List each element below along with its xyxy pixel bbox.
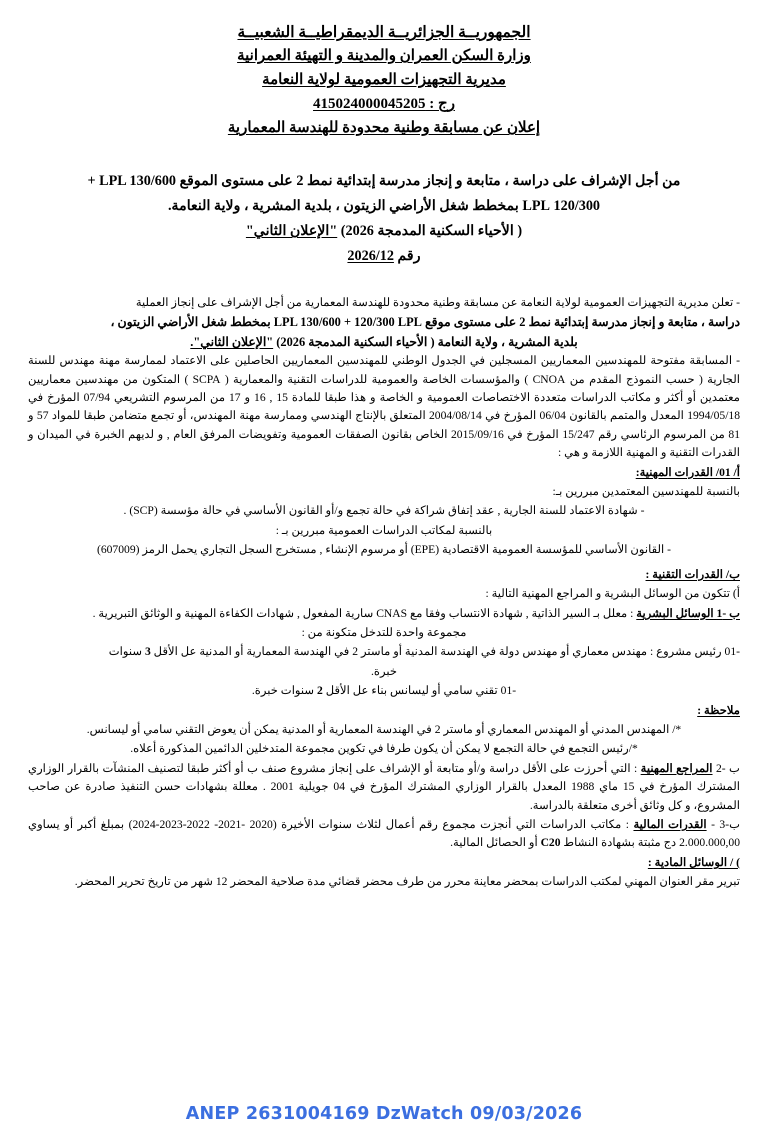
section-b1-item-2-post: سنوات خبرة. [251, 684, 318, 698]
section-a-line-4: - القانون الأساسي للمؤسسة العمومية الاقتصادية (EPE) أو مرسوم الإنشاء , مستخرج السجل التجاري يحمل الرمز (607009) [96, 543, 672, 557]
announcement-title-block [46, 169, 722, 268]
intro-paragraph-2b-emphasis: "الإعلان الثاني". [190, 334, 274, 349]
section-b2-professional-references [28, 760, 740, 815]
note-heading-text: ملاحظة : [697, 703, 740, 717]
section-b1-item-1-years: 3 [144, 645, 151, 659]
intro-paragraph-2a: دراسة ، متابعة و إنجاز مدرسة إبتدائية نمط 2 على مستوى موقع LPL 130/600 + 120/300 LPL بمخطط شغل الأراضي الزيتون ، [110, 315, 740, 330]
section-b3-label: القدرات المالية [633, 817, 707, 831]
section-b1-line-2: مجموعة واحدة للتدخل متكونة من : [301, 625, 467, 639]
section-b3-financial-capacity [28, 816, 740, 853]
header-line-reference-number: رج : 415024000045205 [313, 96, 455, 112]
title-line-3 [46, 219, 722, 243]
section-b1-item-2 [28, 682, 740, 700]
header-line-ministry: وزارة السكن العمران والمدينة و التهيئة العمرانية [237, 48, 531, 64]
eligibility-conditions-paragraph: - المسابقة مفتوحة للمهندسين المعماريين المسجلين في الجدول الوطني للمهندسين المعماريين الحاصلين على الاعتماد لممارسة مهنة مهندس للسنة الجارية ( حسب النموذج المقدم من CNOA ) والمؤسسات الخاصة والعمومية للدراسات التقنية والمعمارية ( SCPA ) المتكون من مهندسين معماريين معتمدين أو أكثر و مكاتب الدراسات متعددة الاختصاصات العمومية و الخاصة و هذا طبقا للمادة 15 , 16 و 17 من المرسوم التشريعي 07/94 المؤرخ في 1994/05/18 المعدل والمتمم بالقانون 06/04 المؤرخ في 2004/08/14 المتعلق بالإنتاج الهندسي وممارسة مهنة المهندس، أو تجمع متضامن طبقا للمواد 57 و 81 من المرسوم الرئاسي رقم 15/247 المؤرخ في 2015/09/16 الخاص بقانون الصفقات العمومية وتفويضات المرفق العام , و لديهم الخبرة في الميدان و القدرات التقنية و المهنية اللازمة و هي : [28, 354, 741, 460]
section-b1-item-1-post: سنوات [108, 645, 145, 659]
section-a-line-2: - شهادة الاعتماد للسنة الجارية , عقد إتفاق شراكة في حالة تجمع و/أو القانون الأساسي في حالة مؤسسة (SCP) . [123, 504, 645, 518]
section-b1-item-2-years: 2 [317, 684, 323, 698]
section-a-heading-text: أ/ 01/ القدرات المهنية: [635, 465, 740, 479]
header-line-directorate: مديرية التجهيزات العمومية لولاية النعامة [262, 72, 506, 88]
title-line-2: 120/300 LPL بمخطط شغل الأراضي الزيتون ، بلدية المشرية ، ولاية النعامة. [167, 198, 601, 214]
section-b-line-1: أ) تتكون من الوسائل البشرية و المراجع المهنية التالية : [485, 587, 740, 601]
section-b1-item-1-cont: خبرة. [370, 664, 398, 678]
anep-footer-text: ANEP 2631004169 DzWatch 09/03/2026 [185, 1104, 583, 1124]
section-b2-text: : التي أحرزت على الأقل دراسة و/أو متابعة أو الإشراف على إنجاز مشروع صنف ب أو أكثر طبقا لتصنيف المنشآت بالقرار الوزاري المشترك المؤرخ في 15 ماي 1988 المعدل بالقرار الوزاري المشترك المؤرخ في 04 جويلية 2001 . معللة بشهادات حسن التنفيذ صادرة عن صاحب المشروع، و كل وثائق أخرى متعلقة بالدراسة. [28, 761, 740, 812]
header-line-republic: الجمهوريــة الجزائريــة الديمقراطيــة الشعبيــة [237, 24, 531, 41]
anep-footer [0, 1104, 768, 1124]
note-line-1: */ المهندس المدني أو المهندس المعماري أو ماستر 2 في الهندسة المعمارية أو المدنية يمكن أن يعوض التقني سامي أو ليسانس. [86, 722, 682, 736]
note-heading [28, 702, 740, 720]
section-b-heading-text: ب/ القدرات التقنية : [645, 567, 740, 581]
note-line-2: */رئيس التجمع في حالة التجمع لا يمكن أن يكون طرفا في تكوين مجموعة المتدخلين الدائمين المذكورة أعلاه. [130, 742, 638, 756]
section-b1-item-1-pre: -01 رئيس مشروع : مهندس معماري أو مهندس دولة في الهندسة المدنية أو ماستر 2 في الهندسة المعمارية أو المدنية عل الأقل [150, 645, 740, 659]
section-b3-prefix: ب-3 - [706, 817, 740, 831]
section-b1-text: : معلل بـ السير الذاتية , شهادة الانتساب وفقا مع CNAS سارية المفعول , شهادات الكفاءة المهنية و الوثائق التبريرية . [92, 606, 637, 620]
section-c-heading [28, 854, 740, 872]
title-line-4 [46, 244, 722, 268]
section-c-heading-text: ) / الوسائل المادية : [647, 855, 740, 869]
section-b3-certificate-code: C20 [540, 836, 561, 850]
section-a-line-1: بالنسبة للمهندسين المعتمدين مبررين بـ: [552, 485, 740, 499]
title-line-4-plain: رقم [393, 248, 421, 264]
section-b2-label: المراجع المهنية [640, 761, 713, 775]
section-b2-prefix: ب -2 [712, 761, 740, 775]
document-header [0, 0, 768, 139]
section-a-line-3: بالنسبة لمكاتب الدراسات العمومية مبررين بـ : [275, 523, 493, 537]
section-b-heading [28, 566, 740, 584]
section-b1-label: ب -1 الوسائل البشرية [636, 606, 740, 620]
title-line-3-plain: ( الأحياء السكنية المدمجة 2026) [337, 223, 523, 239]
section-b1-item-1 [28, 643, 740, 661]
section-b1-human-resources [28, 605, 740, 623]
title-line-1: من أجل الإشراف على دراسة ، متابعة و إنجاز مدرسة إبتدائية نمط 2 على مستوى الموقع LPL 130/600 + [87, 173, 681, 189]
intro-paragraph-2b [28, 333, 740, 351]
section-c-text: تبرير مقر العنوان المهني لمكتب الدراسات بمحضر معاينة محرر من طرف محضر قضائي مدة صلاحية المحضر 12 شهر من تاريخ تحرير المحضر. [74, 875, 740, 889]
document-body [28, 294, 740, 892]
intro-paragraph-2b-plain: بلدية المشرية ، ولاية النعامة ( الأحياء السكنية المدمجة 2026) [273, 334, 578, 349]
section-a-heading [28, 464, 740, 482]
intro-paragraph-1: - تعلن مديرية التجهيزات العمومية لولاية النعامة عن مسابقة وطنية محدودة للهندسة المعمارية من أجل الإشراف على إنجاز العملية [135, 296, 740, 309]
title-line-4-number: 2026/12 [347, 248, 394, 264]
section-b3-text-end: أو الحصائل المالية. [450, 836, 541, 850]
title-line-3-emphasis: "الإعلان الثاني" [245, 223, 338, 239]
section-b3-text: : مكاتب الدراسات التي أنجزت مجموع رقم أعمال لثلاث سنوات الأخيرة (2020 -2021- 2022-2023-2024) بمبلغ أكبر أو يساوي 2.000.000,00 دج مثبتة بشهادة النشاط [28, 817, 740, 850]
header-line-announcement-type: إعلان عن مسابقة وطنية محدودة للهندسة المعمارية [227, 120, 541, 136]
section-b1-item-2-pre: -01 تقني سامي أو ليسانس بناء عل الأقل [322, 684, 517, 698]
